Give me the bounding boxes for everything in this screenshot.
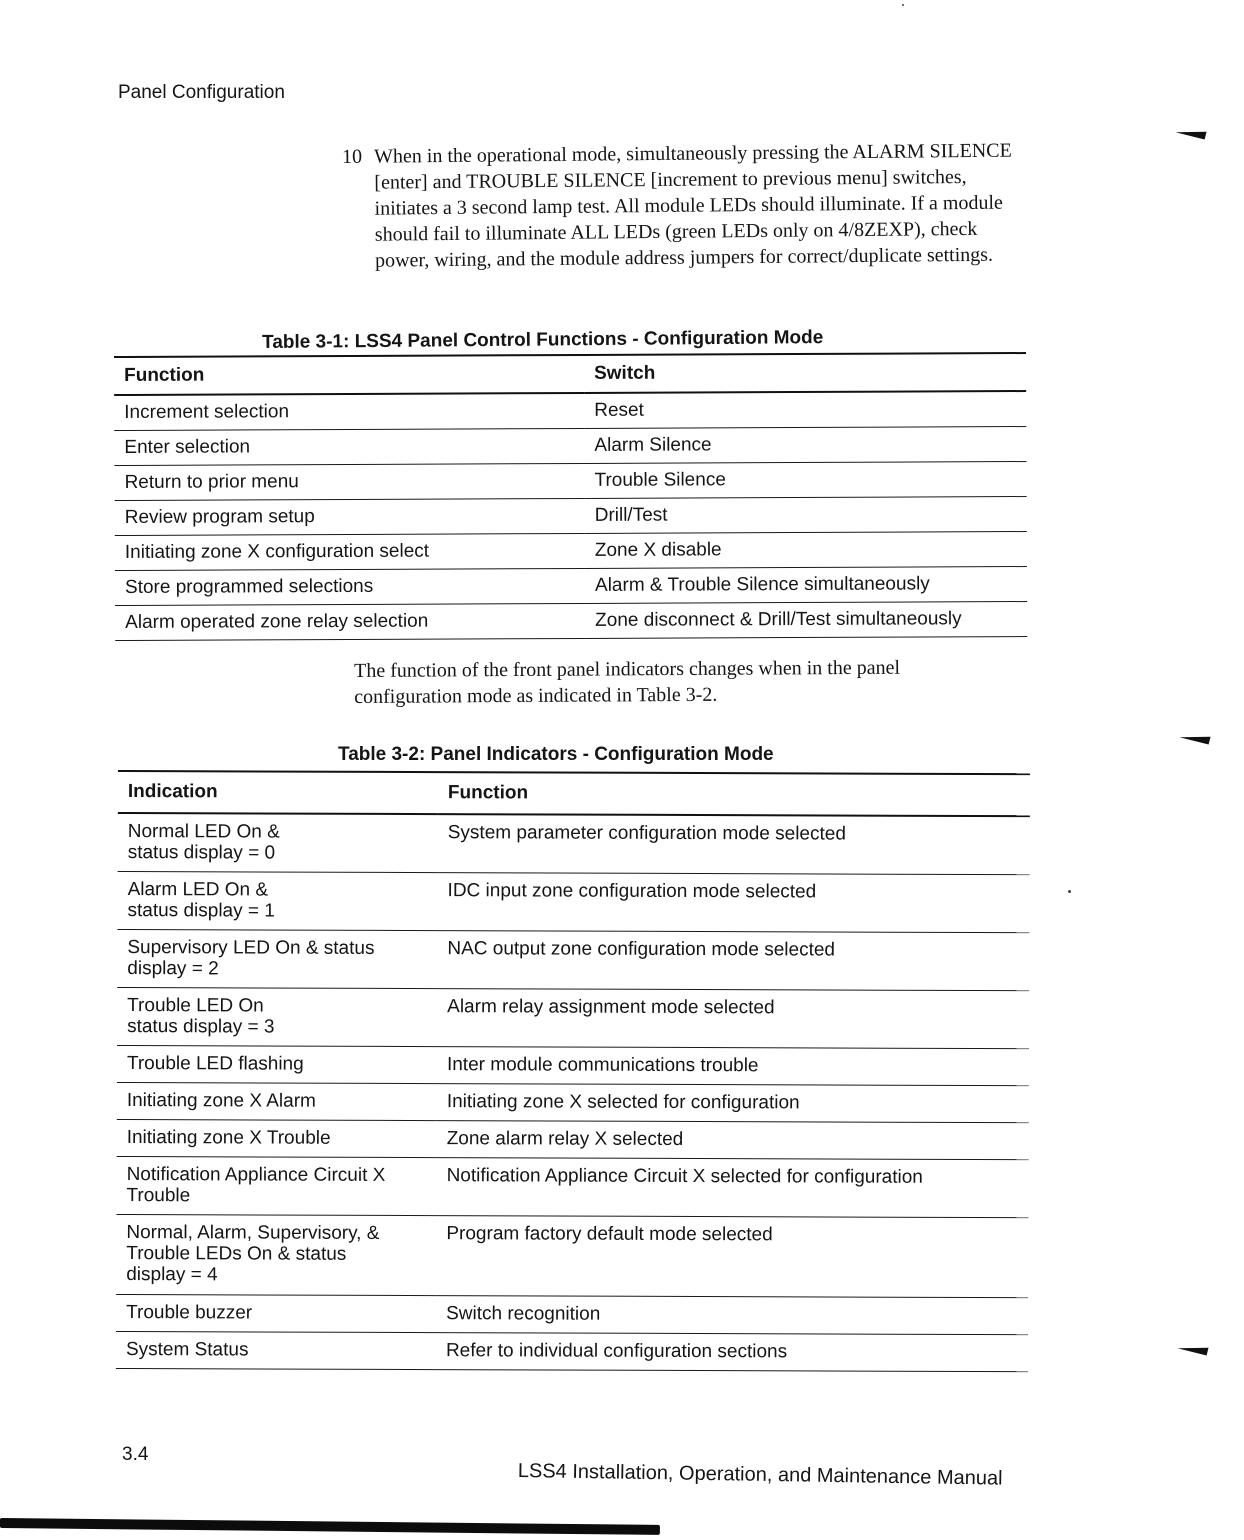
indication-line: Alarm LED On & [127, 879, 269, 901]
indication-cell [116, 1156, 436, 1215]
table-row [115, 602, 1027, 641]
section-header: Panel Configuration [118, 82, 285, 103]
scan-margin-mark [1177, 1340, 1208, 1355]
table-row [117, 1119, 1029, 1159]
indication-line: System Status [125, 1339, 249, 1361]
function-cell: Alarm relay assignment mode selected [437, 989, 1029, 1049]
indication-line: status display = 1 [127, 900, 275, 922]
scan-speck [902, 4, 904, 6]
step-number: 10 [342, 145, 363, 168]
indication-cell [116, 1331, 436, 1369]
function-cell: Store programmed selections [115, 568, 585, 605]
table-row [117, 1045, 1029, 1085]
function-cell: Notification Appliance Circuit X selected for configuration [436, 1158, 1028, 1218]
switch-cell: Zone X disable [585, 532, 1027, 569]
manual-title: LSS4 Installation, Operation, and Maintenance Manual [517, 1460, 1003, 1490]
function-cell: Initiating zone X configuration select [115, 533, 585, 570]
scan-margin-mark [1175, 124, 1206, 139]
table-row [117, 929, 1029, 990]
switch-cell: Zone disconnect & Drill/Test simultaneously [585, 602, 1027, 639]
indication-cell [117, 1082, 437, 1120]
table-row [115, 567, 1027, 606]
indication-line: Initiating zone X Trouble [126, 1127, 331, 1149]
indication-cell [118, 813, 438, 873]
indication-line: Trouble LED flashing [126, 1053, 304, 1075]
indication-line: Normal LED On & [127, 821, 280, 843]
switch-cell: Alarm & Trouble Silence simultaneously [585, 567, 1027, 604]
indication-line: Trouble LED On [127, 995, 264, 1017]
table-row [116, 1294, 1028, 1334]
function-cell: Program factory default mode selected [436, 1216, 1028, 1298]
indication-cell [117, 929, 437, 988]
function-cell: Zone alarm relay X selected [437, 1121, 1029, 1160]
table-3-2-title: Table 3-2: Panel Indicators - Configuration Mode [338, 744, 774, 765]
indication-cell [116, 1214, 436, 1295]
column-header-switch: Switch [584, 353, 1026, 393]
panel-indicators-table [116, 770, 1030, 1372]
indication-line: Normal, Alarm, Supervisory, & [126, 1222, 380, 1244]
table-row [116, 1156, 1028, 1217]
function-cell: Return to prior menu [114, 463, 584, 500]
indication-line: Supervisory LED On & status [127, 937, 375, 959]
indication-cell [117, 871, 437, 930]
indication-line: Trouble LEDs On & status [126, 1243, 347, 1265]
table-row [114, 462, 1026, 501]
indication-cell [117, 1045, 437, 1083]
function-cell: Increment selection [114, 393, 584, 431]
table-3-1-title: Table 3-1: LSS4 Panel Control Functions - Configuration Mode [262, 327, 824, 353]
scan-speck [1068, 890, 1071, 893]
switch-cell: Drill/Test [585, 497, 1027, 534]
table-row [116, 1331, 1028, 1371]
indication-line: Trouble buzzer [126, 1302, 253, 1324]
page-number: 3.4 [122, 1444, 149, 1465]
function-cell: Refer to individual configuration sections [436, 1333, 1028, 1372]
indication-line: Notification Appliance Circuit X [126, 1164, 386, 1186]
table-row [115, 532, 1027, 571]
indication-line: Trouble [126, 1185, 191, 1207]
switch-cell: Alarm Silence [584, 427, 1026, 464]
function-cell: Initiating zone X selected for configuration [437, 1084, 1029, 1123]
table-row [114, 427, 1026, 466]
scan-edge-bar [0, 1518, 660, 1535]
function-cell: Switch recognition [436, 1296, 1028, 1335]
function-cell: Inter module communications trouble [437, 1047, 1029, 1086]
indication-cell [117, 987, 437, 1046]
indication-line: display = 4 [126, 1264, 218, 1286]
step-text: When in the operational mode, simultaneously pressing the ALARM SILENCE [enter] and TROUBLE SILENCE [increment to previous menu] switches, initiates a 3 second lamp test. All module LEDs should illuminate. If a module should fail to illuminate ALL LEDs (green LEDs only on 4/8ZEXP), check power, wiring, and the module address jumpers for correct/duplicate settings. [374, 139, 1012, 272]
function-cell: NAC output zone configuration mode selected [437, 931, 1029, 991]
table-row [117, 871, 1029, 932]
indication-cell [116, 1294, 436, 1332]
table-row [117, 987, 1029, 1048]
step-10 [342, 137, 1033, 274]
function-cell: IDC input zone configuration mode selected [437, 873, 1029, 933]
function-cell: Review program setup [115, 498, 585, 535]
indication-line: Initiating zone X Alarm [126, 1090, 316, 1112]
control-functions-table [114, 352, 1027, 641]
table-row [118, 813, 1030, 875]
column-header-function: Function [438, 772, 1030, 816]
column-header-indication: Indication [118, 771, 438, 814]
indication-cell [117, 1119, 437, 1157]
function-cell: Enter selection [114, 428, 584, 465]
indication-line: status display = 3 [127, 1016, 275, 1038]
indication-line: status display = 0 [127, 842, 276, 864]
table-row [114, 391, 1026, 430]
table-row [115, 497, 1027, 536]
switch-cell: Reset [584, 391, 1026, 428]
scan-margin-mark [1179, 729, 1210, 744]
table-header-row [114, 353, 1026, 395]
table-row [116, 1214, 1028, 1297]
intro-paragraph: The function of the front panel indicators changes when in the panel configuration mode as indicated in Table 3-2. [354, 656, 901, 708]
function-cell: Alarm operated zone relay selection [115, 603, 585, 640]
function-cell: System parameter configuration mode selected [438, 814, 1030, 875]
column-header-function: Function [114, 355, 584, 395]
table-header-row [118, 771, 1030, 816]
indication-line: display = 2 [127, 958, 219, 980]
switch-cell: Trouble Silence [584, 462, 1026, 499]
table-row [117, 1082, 1029, 1122]
